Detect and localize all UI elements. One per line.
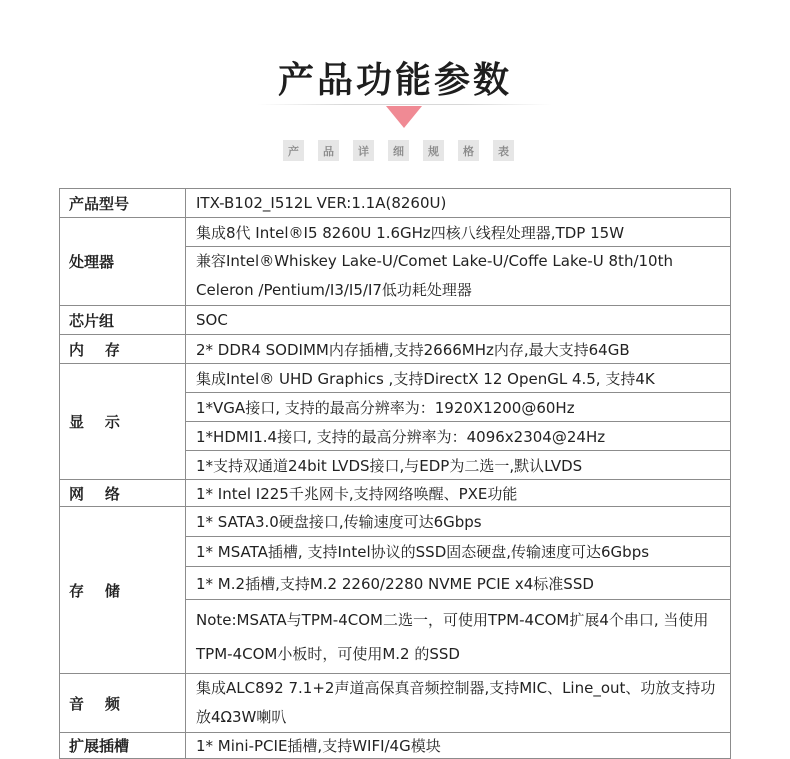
spec-value: 1*VGA接口, 支持的最高分辨率为：1920X1200@60Hz <box>186 393 731 422</box>
spec-value: 1* Mini-PCIE插槽,支持WIFI/4G模块 <box>186 733 731 759</box>
spec-label-chipset: 芯片组 <box>60 306 186 335</box>
spec-label-model: 产品型号 <box>60 189 186 218</box>
spec-value: 兼容Intel®Whiskey Lake-U/Comet Lake-U/Coffe Lake-U 8th/10th Celeron /Pentium/I3/I5/I7低功耗处理器 <box>186 247 731 306</box>
table-row <box>60 507 731 537</box>
table-row <box>60 674 731 733</box>
subtitle-char: 表 <box>493 140 514 161</box>
table-row <box>60 335 731 364</box>
subtitle-char: 格 <box>458 140 479 161</box>
spec-value: 1* M.2插槽,支持M.2 2260/2280 NVME PCIE x4标准SSD <box>186 567 731 600</box>
spec-value: 1*支持双通道24bit LVDS接口,与EDP为二选一,默认LVDS <box>186 451 731 480</box>
subtitle-char: 规 <box>423 140 444 161</box>
spec-label-display: 显 示 <box>60 364 186 480</box>
spec-value: 1*HDMI1.4接口, 支持的最高分辨率为：4096x2304@24Hz <box>186 422 731 451</box>
subtitle-char: 详 <box>353 140 374 161</box>
spec-value: SOC <box>186 306 731 335</box>
title-underline <box>257 104 552 105</box>
spec-value: 2* DDR4 SODIMM内存插槽,支持2666MHz内存,最大支持64GB <box>186 335 731 364</box>
spec-value: 集成Intel® UHD Graphics ,支持DirectX 12 OpenGL 4.5, 支持4K <box>186 364 731 393</box>
spec-table <box>59 188 731 759</box>
down-triangle-icon <box>386 106 422 128</box>
spec-value: ITX-B102_I512L VER:1.1A(8260U) <box>186 189 731 218</box>
table-row <box>60 364 731 393</box>
spec-value: 集成ALC892 7.1+2声道高保真音频控制器,支持MIC、Line_out、功放支持功放4Ω3W喇叭 <box>186 674 731 733</box>
subtitle-char: 品 <box>318 140 339 161</box>
subtitle-char: 产 <box>283 140 304 161</box>
spec-value: 1* MSATA插槽, 支持Intel协议的SSD固态硬盘,传输速度可达6Gbps <box>186 537 731 567</box>
table-row <box>60 306 731 335</box>
spec-value: 集成8代 Intel®I5 8260U 1.6GHz四核八线程处理器,TDP 15W <box>186 218 731 247</box>
page-title: 产品功能参数 <box>277 60 512 101</box>
table-row <box>60 218 731 247</box>
subtitle-char: 细 <box>388 140 409 161</box>
spec-label-audio: 音 频 <box>60 674 186 733</box>
table-row <box>60 189 731 218</box>
spec-label-expansion: 扩展插槽 <box>60 733 186 759</box>
spec-value: Note:MSATA与TPM-4COM二选一，可使用TPM-4COM扩展4个串口, 当使用TPM-4COM小板时，可使用M.2 的SSD <box>186 600 731 674</box>
spec-label-memory: 内 存 <box>60 335 186 364</box>
spec-label-storage: 存 储 <box>60 507 186 674</box>
table-row <box>60 480 731 507</box>
subtitle <box>283 140 514 162</box>
spec-label-cpu: 处理器 <box>60 218 186 306</box>
spec-label-network: 网 络 <box>60 480 186 507</box>
spec-value: 1* SATA3.0硬盘接口,传输速度可达6Gbps <box>186 507 731 537</box>
spec-value: 1* Intel I225千兆网卡,支持网络唤醒、PXE功能 <box>186 480 731 507</box>
